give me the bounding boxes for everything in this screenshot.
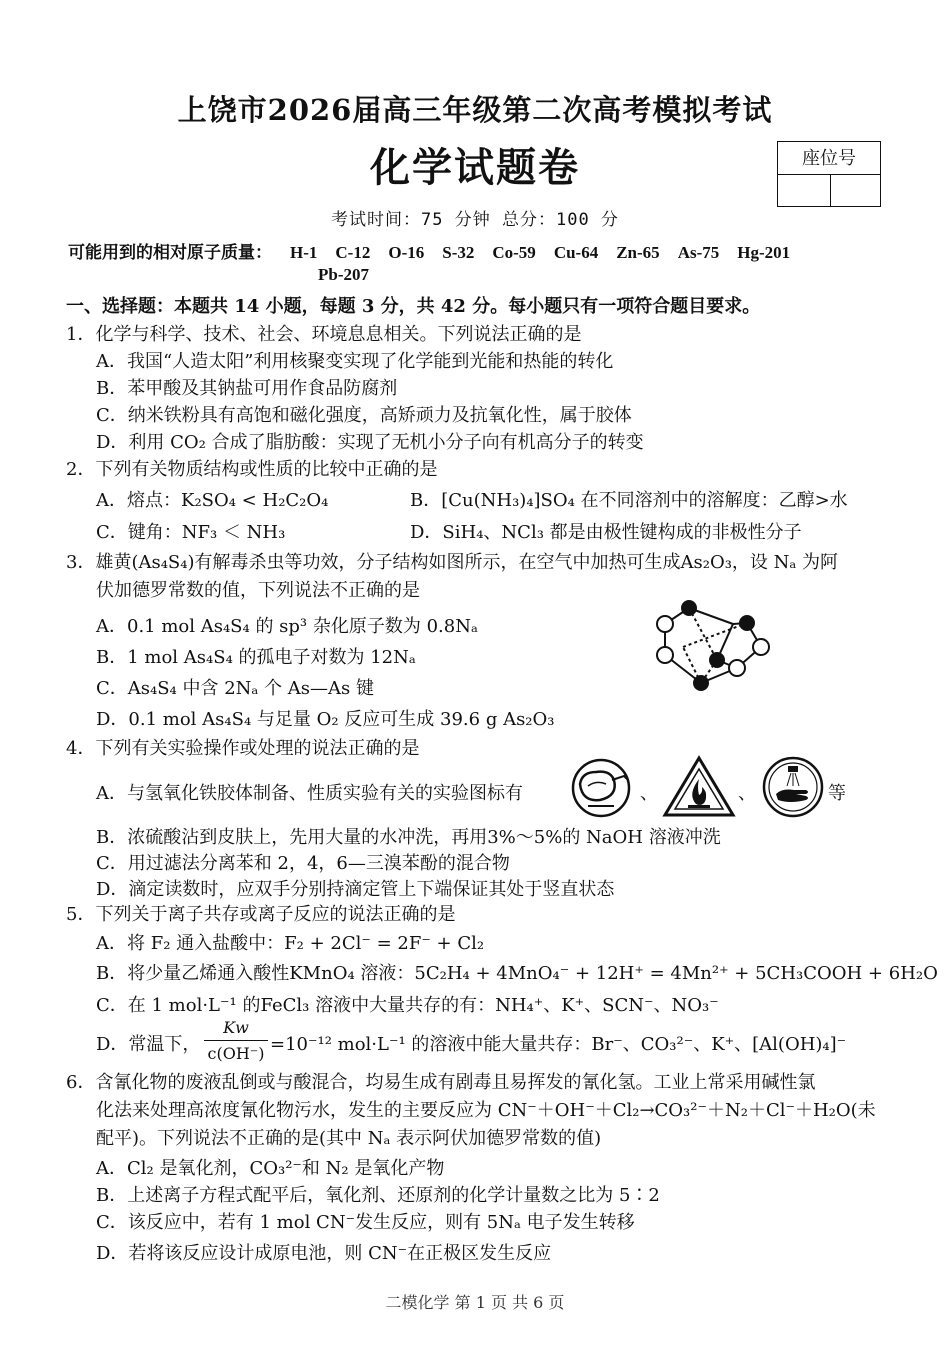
atomic-mass: As-75 — [677, 243, 720, 262]
paper-title: 化学试题卷 — [370, 144, 580, 191]
q5-option-d[interactable]: D．常温下， — [96, 1034, 201, 1055]
fraction-denominator: c(OH⁻) — [207, 1044, 265, 1063]
q4-option-a[interactable]: A．与氢氧化铁胶体制备、性质实验有关的实验图标有 — [96, 783, 523, 804]
molecule-atom — [729, 660, 745, 676]
seat-divider — [830, 174, 831, 206]
question-5-stem: 5．下列关于离子共存或离子反应的说法正确的是 — [66, 904, 456, 925]
heating-icon — [566, 758, 636, 818]
molecule-atom — [657, 647, 673, 663]
q4-option-a-end: 等 — [828, 783, 846, 804]
question-3-stem-cont: 伏加德罗常数的值，下列说法不正确的是 — [96, 580, 420, 601]
q5-option-c[interactable]: C．在 1 mol·L⁻¹ 的FeCl₃ 溶液中大量共存的有：NH₄⁺、K⁺、SCN⁻、NO₃⁻ — [96, 995, 719, 1016]
q5-option-d-rest: =10⁻¹² mol·L⁻¹ 的溶液中能大量共存：Br⁻、CO₃²⁻、K⁺、[Al(OH)₄]⁻ — [270, 1034, 847, 1055]
atomic-mass: Hg-201 — [737, 243, 791, 262]
q5-option-b[interactable]: B．将少量乙烯通入酸性KMnO₄ 溶液：5C₂H₄ + 4MnO₄⁻ + 12H⁺ = 4Mn²⁺ + 5CH₃COOH + 6H₂O — [96, 963, 938, 984]
q5-option-a[interactable]: A．将 F₂ 通入盐酸中：F₂ + 2Cl⁻ = 2F⁻ + Cl₂ — [96, 933, 485, 954]
q3-option-b[interactable]: B．1 mol As₄S₄ 的孤电子对数为 12Nₐ — [96, 647, 416, 668]
question-6-stem-cont: 配平)。下列说法不正确的是(其中 Nₐ 表示阿伏加德罗常数的值) — [96, 1128, 602, 1149]
molecule-atom — [739, 615, 755, 631]
fire-icon — [662, 755, 736, 819]
q2-option-a[interactable]: A．熔点：K₂SO₄ < H₂C₂O₄ — [96, 490, 329, 511]
q2-option-b[interactable]: B．[Cu(NH₃)₄]SO₄ 在不同溶剂中的溶解度：乙醇>水 — [410, 490, 848, 511]
q4-option-c[interactable]: C．用过滤法分离苯和 2，4，6—三溴苯酚的混合物 — [96, 853, 510, 874]
q3-option-a[interactable]: A．0.1 mol As₄S₄ 的 sp³ 杂化原子数为 0.8Nₐ — [96, 616, 478, 637]
atomic-mass: H-1 — [290, 243, 318, 262]
page-footer: 二模化学 第 1 页 共 6 页 — [385, 1293, 565, 1312]
q1-option-a[interactable]: A．我国“人造太阳”利用核聚变实现了化学能到光能和热能的转化 — [96, 351, 614, 372]
atomic-masses — [68, 238, 790, 263]
question-1-stem: 1．化学与科学、技术、社会、环境息息相关。下列说法正确的是 — [66, 324, 582, 345]
q4-separator: 、 — [738, 783, 756, 804]
question-3-stem: 3．雄黄(As₄S₄)有解毒杀虫等功效，分子结构如图所示，在空气中加热可生成As₂O₃，设 Nₐ 为阿 — [66, 552, 839, 573]
molecule-atom — [693, 675, 709, 691]
q4-option-d[interactable]: D．滴定读数时，应双手分别持滴定管上下端保证其处于竖直状态 — [96, 879, 615, 900]
q2-option-d[interactable]: D．SiH₄、NCl₃ 都是由极性键构成的非极性分子 — [410, 522, 802, 543]
q1-option-b[interactable]: B．苯甲酸及其钠盐可用作食品防腐剂 — [96, 378, 398, 399]
q1-option-d[interactable]: D．利用 CO₂ 合成了脂肪酸：实现了无机小分子向有机高分子的转变 — [96, 432, 644, 453]
molecule-atom — [681, 600, 697, 616]
atomic-mass: Zn-65 — [616, 243, 660, 262]
section-heading: 一、选择题：本题共 14 小题，每题 3 分，共 42 分。每小题只有一项符合题目要求。 — [66, 296, 761, 317]
fraction-numerator: Kw — [223, 1018, 249, 1037]
q6-option-a[interactable]: A．Cl₂ 是氧化剂，CO₃²⁻和 N₂ 是氧化产物 — [96, 1158, 445, 1179]
hand-wash-icon — [760, 756, 826, 818]
atomic-mass: Co-59 — [492, 243, 536, 262]
question-2-stem: 2．下列有关物质结构或性质的比较中正确的是 — [66, 459, 438, 480]
q6-option-b[interactable]: B．上述离子方程式配平后，氧化剂、还原剂的化学计量数之比为 5∶2 — [96, 1185, 660, 1206]
q6-option-d[interactable]: D．若将该反应设计成原电池，则 CN⁻在正极区发生反应 — [96, 1243, 552, 1264]
q6-option-c[interactable]: C．该反应中，若有 1 mol CN⁻发生反应，则有 5Nₐ 电子发生转移 — [96, 1212, 635, 1233]
q1-option-c[interactable]: C．纳米铁粉具有高饱和磁化强度，高矫顽力及抗氧化性，属于胶体 — [96, 405, 632, 426]
atomic-mass: Cu-64 — [553, 243, 599, 262]
atomic-mass: Pb-207 — [318, 265, 369, 284]
exam-title: 上饶市2026届高三年级第二次高考模拟考试 — [177, 93, 773, 127]
question-6-stem: 6．含氰化物的废液乱倒或与酸混合，均易生成有剧毒且易挥发的氰化氢。工业上常采用碱性氯 — [66, 1072, 816, 1093]
atomic-mass-label: 可能用到的相对原子质量： — [68, 243, 272, 263]
seat-number-box[interactable] — [777, 141, 881, 207]
molecule-atom — [709, 652, 725, 668]
atomic-mass: S-32 — [442, 243, 475, 262]
atomic-mass: O-16 — [388, 243, 425, 262]
seat-label: 座位号 — [778, 144, 880, 175]
question-6-stem-cont: 化法来处理高浓度氰化物污水，发生的主要反应为 CN⁻＋OH⁻＋Cl₂→CO₃²⁻＋N₂＋Cl⁻＋H₂O(未 — [96, 1100, 876, 1121]
molecule-atom — [753, 639, 769, 655]
molecule-structure-diagram — [655, 595, 775, 695]
q3-option-d[interactable]: D．0.1 mol As₄S₄ 与足量 O₂ 反应可生成 39.6 g As₂O₃ — [96, 709, 555, 730]
q3-option-c[interactable]: C．As₄S₄ 中含 2Nₐ 个 As—As 键 — [96, 678, 374, 699]
q4-option-b[interactable]: B．浓硫酸沾到皮肤上，先用大量的水冲洗，再用3%～5%的 NaOH 溶液冲洗 — [96, 827, 721, 848]
question-4-stem: 4．下列有关实验操作或处理的说法正确的是 — [66, 738, 420, 759]
exam-info: 考试时间：75 分钟 总分：100 分 — [331, 210, 619, 230]
q2-option-c[interactable]: C．键角：NF₃ ＜ NH₃ — [96, 522, 286, 543]
fraction-bar — [204, 1040, 268, 1041]
molecule-atom — [657, 616, 673, 632]
atomic-mass: C-12 — [335, 243, 371, 262]
q4-separator: 、 — [640, 783, 658, 804]
